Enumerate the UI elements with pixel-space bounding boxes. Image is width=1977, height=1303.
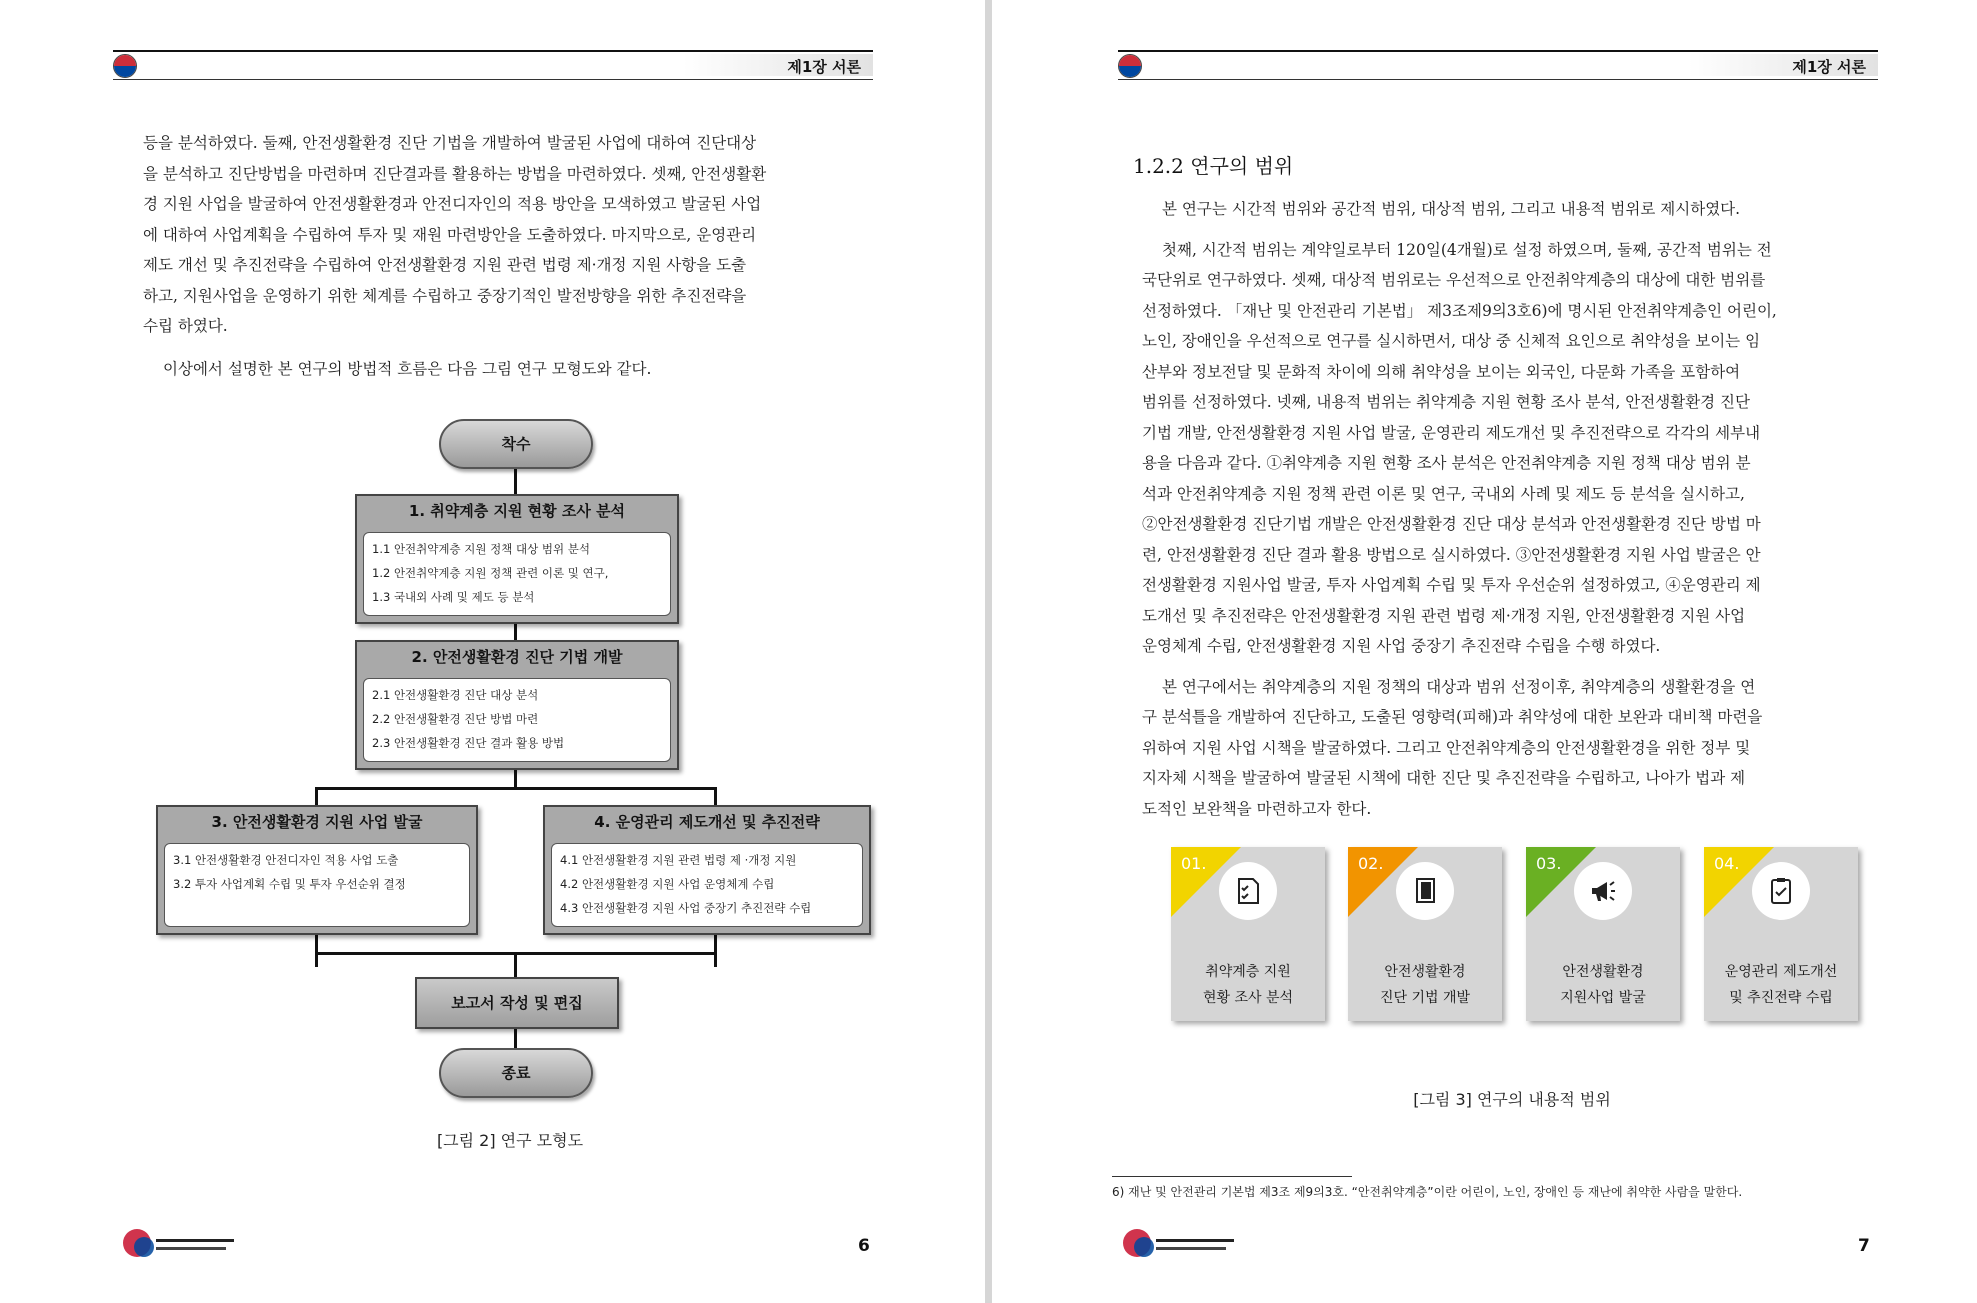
card-label: 현황 조사 분석 (1202, 990, 1294, 1006)
left-page (0, 0, 985, 1303)
box-item: 3.2 투자 사업계획 수립 및 투자 우선순위 결정 (173, 877, 406, 891)
page-header (113, 50, 873, 80)
card-label: 취약계층 지원 (1205, 964, 1291, 980)
text-line: 구 분석틀을 개발하여 진단하고, 도출된 영향력(피해)과 취약성에 대한 보완과 대비책 마련을 (1142, 708, 1763, 726)
text-line: 등을 분석하였다. 둘째, 안전생활환경 진단 기법을 개발하여 발굴된 사업에 대하여 진단대상 (143, 134, 757, 152)
clipboard-check-icon (1752, 862, 1810, 920)
flow-box-4 (543, 805, 871, 935)
box-item: 2.2 안전생활환경 진단 방법 마련 (372, 712, 539, 726)
card-label: 및 추진전략 수립 (1729, 990, 1833, 1006)
page-number: 6 (858, 1236, 870, 1256)
text-line: 제도 개선 및 추진전략을 수립하여 안전생활환경 지원 관련 법령 제·개정 지원 사항을 도출 (143, 256, 747, 274)
government-slogan-logo (120, 1225, 240, 1261)
text-line: ②안전생활환경 진단기법 개발은 안전생활환경 진단 대상 분석과 안전생활환경 진단 방법 마 (1142, 515, 1761, 533)
text-line: 운영체계 수립, 안전생활환경 지원 사업 중장기 추진전략 수립을 수행 하였다. (1142, 637, 1661, 655)
text-line: 범위를 선정하였다. 넷째, 내용적 범위는 취약계층 지원 현황 조사 분석, 안전생활환경 진단 (1142, 393, 1751, 411)
text-line: 수립 하였다. (143, 317, 228, 335)
figure-caption: [그림 3] 연구의 내용적 범위 (1413, 1090, 1611, 1109)
text-line: 석과 안전취약계층 지원 정책 관련 이론 및 연구, 국내외 사례 및 제도 등 분석을 실시하고, (1142, 484, 1745, 503)
box-item: 4.1 안전생활환경 지원 관련 법령 제 ·개정 지원 (560, 853, 797, 867)
chapter-title: 제1장 서론 (1792, 58, 1866, 76)
text-line: 도개선 및 추진전략은 안전생활환경 지원 관련 법령 제·개정 지원, 안전생활환경 지원 사업 (1142, 606, 1746, 625)
footnote-rule (1112, 1176, 1352, 1177)
report-node (415, 977, 619, 1029)
government-slogan-logo (1120, 1225, 1240, 1261)
paragraph (1142, 235, 1872, 662)
card-number: 03. (1536, 854, 1562, 873)
scope-card-3 (1526, 847, 1680, 1021)
end-node: 종료 (439, 1048, 593, 1098)
taegeuk-emblem-icon (113, 54, 137, 78)
page-number: 7 (1858, 1236, 1870, 1256)
text-line: 노인, 장애인을 우선적으로 연구를 실시하면서, 대상 중 신체적 요인으로 취약성을 보이는 임 (1142, 332, 1761, 350)
box-item: 2.1 안전생활환경 진단 대상 분석 (372, 688, 539, 702)
body-text (143, 128, 873, 384)
page-header (1118, 50, 1878, 80)
text-line: 전생활환경 지원사업 발굴, 투자 사업계획 수립 및 투자 우선순위 설정하였고, ④운영관리 제 (1142, 576, 1761, 594)
section-title: 1.2.2 연구의 범위 (1133, 154, 1294, 178)
box-item: 1.2 안전취약계층 지원 정책 관련 이론 및 연구, (372, 566, 609, 580)
text-line: 경 지원 사업을 발굴하여 안전생활환경과 안전디자인의 적용 방안을 모색하였고 발굴된 사업 (143, 195, 762, 213)
figure-caption: [그림 2] 연구 모형도 (436, 1131, 584, 1150)
document-check-icon (1219, 862, 1277, 920)
box-title: 보고서 작성 및 편집 (451, 994, 583, 1012)
box-item: 3.1 안전생활환경 안전디자인 적용 사업 도출 (173, 853, 399, 867)
paragraph: 본 연구는 시간적 범위와 공간적 범위, 대상적 범위, 그리고 내용적 범위로 제시하였다. (1162, 200, 1741, 218)
text-line: 용을 다음과 같다. ①취약계층 지원 현황 조사 분석은 안전취약계층 지원 정책 대상 범위 분 (1142, 454, 1751, 472)
scope-card-4 (1704, 847, 1858, 1021)
card-label: 진단 기법 개발 (1379, 990, 1471, 1006)
flow-box-3 (156, 805, 478, 935)
text-line: 선정하였다. 「재난 및 안전관리 기본법」 제3조제9의3호6)에 명시된 안전취약계층인 어린이, (1142, 301, 1777, 320)
box-item: 1.1 안전취약계층 지원 정책 대상 범위 분석 (372, 542, 590, 556)
body-text (1142, 194, 1872, 824)
scope-card-2 (1348, 847, 1502, 1021)
text-line: 련, 안전생활환경 진단 결과 활용 방법으로 실시하였다. ③안전생활환경 지원 사업 발굴은 안 (1142, 545, 1761, 564)
text-line: 하고, 지원사업을 운영하기 위한 체계를 수립하고 중장기적인 발전방향을 위한 추진전략을 (143, 286, 747, 305)
footnote: 6) 재난 및 안전관리 기본법 제3조 제9의3호. “안전취약계층”이란 어린이, 노인, 장애인 등 재난에 취약한 사람을 말한다. (1112, 1185, 1743, 1199)
taegeuk-emblem-icon (1118, 54, 1142, 78)
text-line: 도적인 보완책을 마련하고자 한다. (1142, 799, 1372, 818)
right-page (992, 0, 1977, 1303)
card-number: 01. (1181, 854, 1207, 873)
text-line: 첫째, 시간적 범위는 계약일로부터 120일(4개월)로 설정 하였으며, 둘째, 공간적 범위는 전 (1162, 240, 1772, 259)
box-item: 4.2 안전생활환경 지원 사업 운영체계 수립 (560, 877, 775, 891)
box-title: 4. 운영관리 제도개선 및 추진전략 (594, 813, 820, 831)
text-line: 기법 개발, 안전생활환경 지원 사업 발굴, 운영관리 제도개선 및 추진전략으로 각각의 세부내 (1142, 423, 1761, 442)
flow-box-1 (355, 494, 679, 624)
text-line: 지자체 시책을 발굴하여 발굴된 시책에 대한 진단 및 추진전략을 수립하고, 나아가 법과 제 (1142, 769, 1746, 787)
text-line: 본 연구에서는 취약계층의 지원 정책의 대상과 범위 선정이후, 취약계층의 생활환경을 연 (1162, 677, 1756, 696)
text-line: 산부와 정보전달 및 문화적 차이에 의해 취약성을 보이는 외국인, 다문화 가족을 포함하여 (1142, 362, 1741, 381)
box-title: 3. 안전생활환경 지원 사업 발굴 (211, 813, 423, 831)
box-title: 1. 취약계층 지원 현황 조사 분석 (408, 502, 626, 520)
scope-card-1 (1171, 847, 1325, 1021)
text-line: 에 대하여 사업계획을 수립하여 투자 및 재원 마련방안을 도출하였다. 마지막으로, 운영관리 (143, 225, 757, 244)
box-title: 2. 안전생활환경 진단 기법 개발 (411, 648, 623, 666)
chapter-title: 제1장 서론 (787, 58, 861, 76)
box-item: 1.3 국내외 사례 및 제도 등 분석 (372, 590, 535, 604)
card-number: 02. (1358, 854, 1384, 873)
paragraph (143, 128, 873, 342)
flow-box-2 (355, 640, 679, 770)
card-label: 운영관리 제도개선 (1724, 964, 1838, 980)
card-label: 안전생활환경 (1384, 964, 1466, 980)
card-label: 안전생활환경 (1562, 964, 1644, 980)
page-divider (985, 0, 992, 1303)
box-item: 4.3 안전생활환경 지원 사업 중장기 추진전략 수립 (560, 901, 812, 915)
research-flowchart (150, 415, 870, 1135)
box-item: 2.3 안전생활환경 진단 결과 활용 방법 (372, 736, 565, 750)
start-node: 착수 (439, 419, 593, 469)
paragraph: 이상에서 설명한 본 연구의 방법적 흐름은 다음 그림 연구 모형도와 같다. (163, 359, 652, 378)
paragraph (1142, 672, 1872, 825)
text-line: 위하여 지원 사업 시책을 발굴하였다. 그리고 안전취약계층의 안전생활환경을 위한 정부 및 (1142, 738, 1751, 757)
text-line: 을 분석하고 진단방법을 마련하며 진단결과를 활용하는 방법을 마련하였다. 셋째, 안전생활환 (143, 164, 767, 183)
card-label: 지원사업 발굴 (1560, 990, 1646, 1006)
text-line: 국단위로 연구하였다. 셋째, 대상적 범위로는 우선적으로 안전취약계층의 대상에 대한 범위를 (1142, 271, 1766, 289)
card-number: 04. (1714, 854, 1740, 873)
megaphone-icon (1574, 862, 1632, 920)
book-icon (1396, 862, 1454, 920)
